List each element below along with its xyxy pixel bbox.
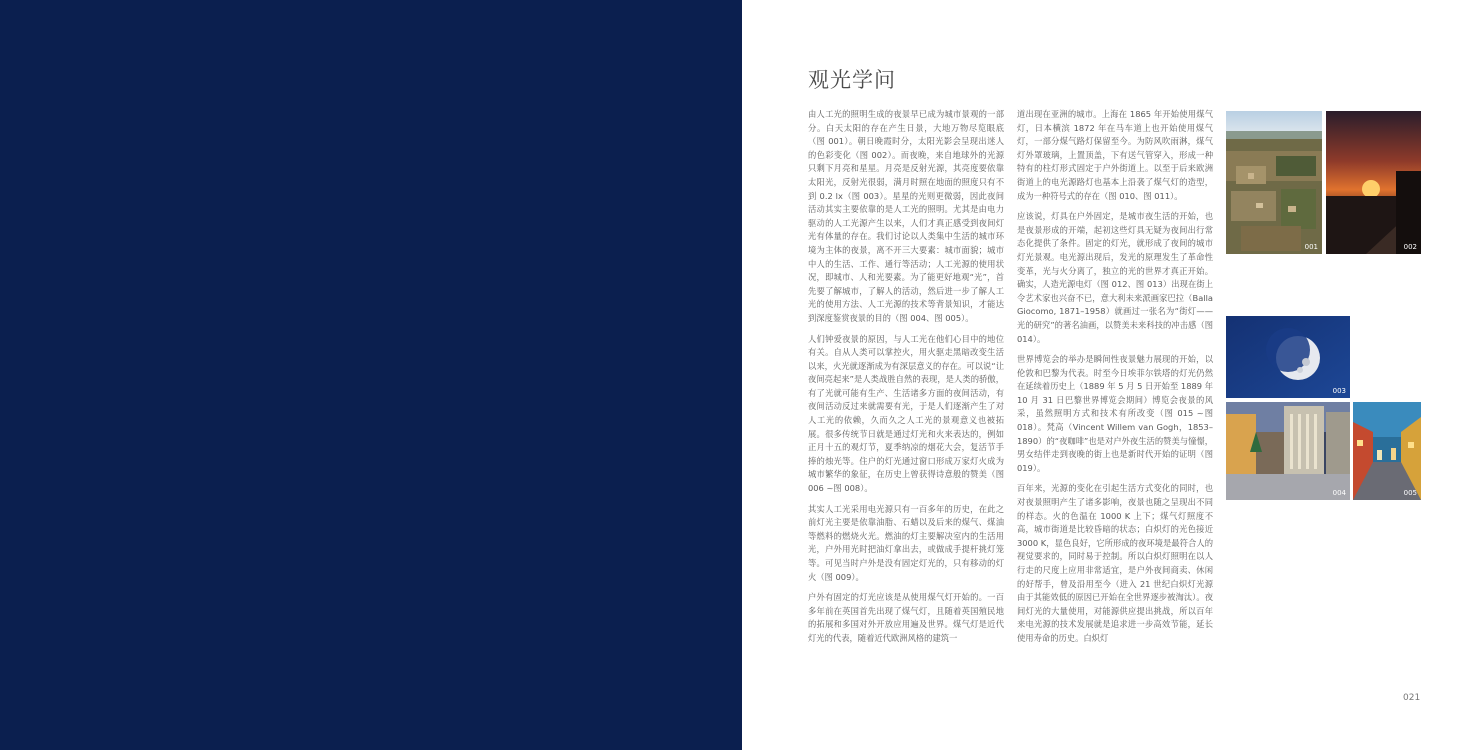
sunset-image xyxy=(1326,111,1421,254)
page-number: 021 xyxy=(1403,693,1421,703)
paragraph: 户外有固定的灯光应该是从使用煤气灯开始的。一百多年前在英国首先出现了煤气灯，且随着英国殖民地的拓展和多国对外开放应用遍及世界。煤气灯是近代灯光的代表，随着近代欧洲风格的建筑一 xyxy=(808,592,1004,643)
figure-005-night-street xyxy=(1353,402,1421,500)
paragraph: 应该说，灯具在户外固定，是城市夜生活的开始，也是夜景形成的开端，起初这些灯具无疑为夜间出行常态化提供了条件。固定的灯光，就形成了夜间的城市灯光景观。电光源出现后，发光的原理发生了革命性变革，光与火分离了，独立的光的世界才真正开始。确实，人造光源电灯（图 012、图 013）出现在街上令艺术家也兴奋不已，意大利未来派画家巴拉（Balla Giocomo, 1871–1958）就画过一张名为“街灯——光的研究”的著名油画，以赞美未来科技的冲击感（图 014）。 xyxy=(1017,211,1213,344)
paragraph: 人们钟爱夜景的原因，与人工光在他们心目中的地位有关。自从人类可以掌控火，用火驱走黑暗改变生活以来，火光就逐渐成为有深层意义的存在。可以说“让夜间亮起来”是人类战胜自然的表现，是人类的骄傲，有了光就可能有生产、生活诸多方面的夜间活动，有夜间活动反过来就需要有光，于是人们逐渐产生了对人工光的依赖，久而久之人工光的景观意义也被拓展。很多传统节日就是通过灯光和火来表达的，例如正月十五的观灯节，夏季纳凉的烟花大会，复活节手捧的烛光等。住户的灯光通过窗口形成万家灯火成为城市繁华的象征，在历史上曾获得诗意般的赞美（图 006 ~图 008）。 xyxy=(808,333,1004,494)
figure-002-sunset xyxy=(1326,111,1421,254)
figure-001-aerial-town xyxy=(1226,111,1322,254)
text-column-2 xyxy=(1017,108,1213,688)
moon-image xyxy=(1226,316,1350,398)
paragraph: 百年来，光源的变化在引起生活方式变化的同时，也对夜景照明产生了诸多影响，夜景也随之呈现出不同的样态。火的色温在 1000 K 上下；煤气灯照度不高，城市街道是比较昏暗的状态；白炽灯的光色接近 3000 K，显色良好，它所形成的夜环境是最符合人的视觉要求的，同时易于控制。所以白炽灯照明在以人行走的尺度上应用非常适宜，是户外夜间商卖、休闲的好帮手，曾及沿用至今（进入 21 世纪白炽灯光源由于其能效低的原因已开始在全世界逐步被淘汰）。夜间灯光的大量使用，对能源供应提出挑战，所以百年来电光源的技术发展就是追求进一步高效节能，延长使用寿命的历史。白炽灯 xyxy=(1017,483,1213,643)
figure-label: 002 xyxy=(1403,243,1417,251)
figure-label: 005 xyxy=(1403,489,1417,497)
figure-label: 001 xyxy=(1304,243,1318,251)
paragraph: 由人工光的照明生成的夜景早已成为城市景观的一部分。白天太阳的存在产生日景，大地万物尽览眼底（图 001）。朝日晚霞时分，太阳光影会呈现出迷人的色彩变化（图 002）。而夜晚，来自地球外的光源只剩下月亮和星星。月亮是反射光源，其亮度要依靠太阳光，反射光很弱，满月时照在地面的照度只有不到 0.2 lx（图 003）。星星的光则更微弱，因此夜间活动其实主要依靠的是人工光的照明。尤其是由电力驱动的人工光源产生以来，人们才真正感受到夜间灯光有体量的存在。我们讨论以人类集中生活的城市环境为主体的夜景，离不开三大要素：城市面貌；城市中人的生活、工作、通行等活动；人工光源的使用状况，即城市、人和光要素。为了能更好地观“光”，首先要了解城市，了解人的活动，然后进一步了解人工光的使用方法、人工光源的技术等背景知识，才能达到深度鉴赏夜景的目的（图 004、图 005）。 xyxy=(808,109,1004,323)
page-title: 观光学问 xyxy=(808,68,896,92)
figure-004-city-night xyxy=(1226,402,1350,500)
night-street-image xyxy=(1353,402,1421,500)
paragraph: 道出现在亚洲的城市。上海在 1865 年开始使用煤气灯，日本横滨 1872 年在马车道上也开始使用煤气灯，一部分煤气路灯保留至今。为防风吹雨淋，煤气灯外罩玻璃，上置顶盖，下有送气管穿入，形成一种特有的柱灯形式固定于户外街道上。以至于后来欧洲街道上的电光源路灯也基本上沿袭了煤气灯的造型，成为一种符号式的存在（图 010、图 011）。 xyxy=(1017,109,1213,201)
aerial-town-image xyxy=(1226,111,1322,254)
paragraph: 其实人工光采用电光源只有一百多年的历史，在此之前灯光主要是依靠油脂、石蜡以及后来的煤气、煤油等燃料的燃烧火光。燃油的灯主要解决室内的生活用光，户外用光时把油灯拿出去，或做成手提杆挑灯笼等。可见当时户外是没有固定灯光的，只有移动的灯火（图 009）。 xyxy=(808,503,1004,582)
figure-003-moon xyxy=(1226,316,1350,398)
text-column-1 xyxy=(808,108,1004,688)
paragraph: 世界博览会的举办是瞬间性夜景魅力展现的开始，以伦敦和巴黎为代表。时至今日埃菲尔铁塔的灯光仍然在延续着历史上（1889 年 5 月 5 日开始至 1889 年 10 月 31 日巴黎世界博览会期间）博览会夜景的风采，虽然照明方式和技术有所改变（图 015 ~图 018）。梵高（Vincent Willem van Gogh，1853–1890）的“夜咖啡”也是对户外夜生活的赞美与憧憬，男女结伴走到夜晚的街上也是新时代开始的证明（图 019）。 xyxy=(1017,354,1213,473)
figure-label: 003 xyxy=(1332,387,1346,395)
figure-label: 004 xyxy=(1332,489,1346,497)
city-night-image xyxy=(1226,402,1350,500)
